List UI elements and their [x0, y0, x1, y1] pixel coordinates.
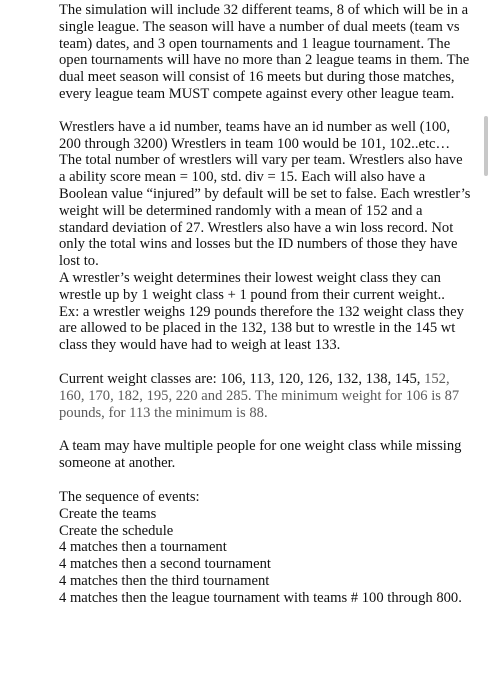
- paragraph-spacer: [59, 421, 471, 438]
- weight-rule-paragraph: A wrestler’s weight determines their lowest weight class they can wrestle up by 1 weight class + 1 pound from their current weight..: [59, 269, 445, 303]
- sequence-heading: The sequence of events:: [59, 488, 200, 505]
- sequence-step: 4 matches then the third tournament: [59, 572, 270, 589]
- paragraph-spacer: [59, 354, 471, 371]
- weight-classes-continued-text: 152, 160, 170, 182, 195, 220 and 285. The minimum weight for 106 is 87 pounds, for 113 the minimum is 88.: [59, 370, 460, 421]
- sequence-step: Create the teams: [59, 505, 157, 522]
- sequence-step: 4 matches then the league tournament with teams # 100 through 800.: [59, 589, 462, 606]
- vertical-scrollbar[interactable]: [484, 116, 488, 176]
- paragraph-spacer: [59, 103, 471, 119]
- sequence-step: 4 matches then a second tournament: [59, 556, 271, 573]
- example-paragraph: Ex: a wrestler weighs 129 pounds therefore the 132 weight class they are allowed to be placed in the 132, 138 but to wrestle in the 145 wt class they would have had to weigh at least 133.: [59, 303, 464, 354]
- sequence-step: Create the schedule: [59, 522, 174, 539]
- wrestler-attributes-paragraph: Wrestlers have a id number, teams have an id number as well (100, 200 through 3200) Wrestlers in team 100 would be 101, 102..etc… The total number of wrestlers will vary per team. Wrestlers also have a ability score mean = 100, std. div = 15. Each will also have a Boolean value “injured” by default will be set to false. Each wrestler’s weight will be determined randomly with a mean of 152 and a standard deviation of 27. Wrestlers also have a win loss record. Not only the total wins and losses but the ID numbers of those they have lost to.: [59, 118, 471, 270]
- weight-classes-text: Current weight classes are: 106, 113, 120, 126, 132, 138, 145,: [59, 370, 421, 387]
- intro-paragraph: The simulation will include 32 different teams, 8 of which will be in a single league. The season will have a number of dual meets (team vs team) dates, and 3 open tournaments and 1 league tournament. The open tournaments will have no more than 2 league teams in them. The dual meet season will consist of 16 meets but during those matches, every league team MUST compete against every other league team.: [59, 2, 470, 102]
- sequence-step: 4 matches then a tournament: [59, 539, 227, 556]
- weight-classes-paragraph: [59, 371, 471, 421]
- team-roster-paragraph: A team may have multiple people for one weight class while missing someone at another.: [59, 438, 462, 472]
- document-body: [59, 2, 471, 607]
- paragraph-spacer: [59, 472, 471, 489]
